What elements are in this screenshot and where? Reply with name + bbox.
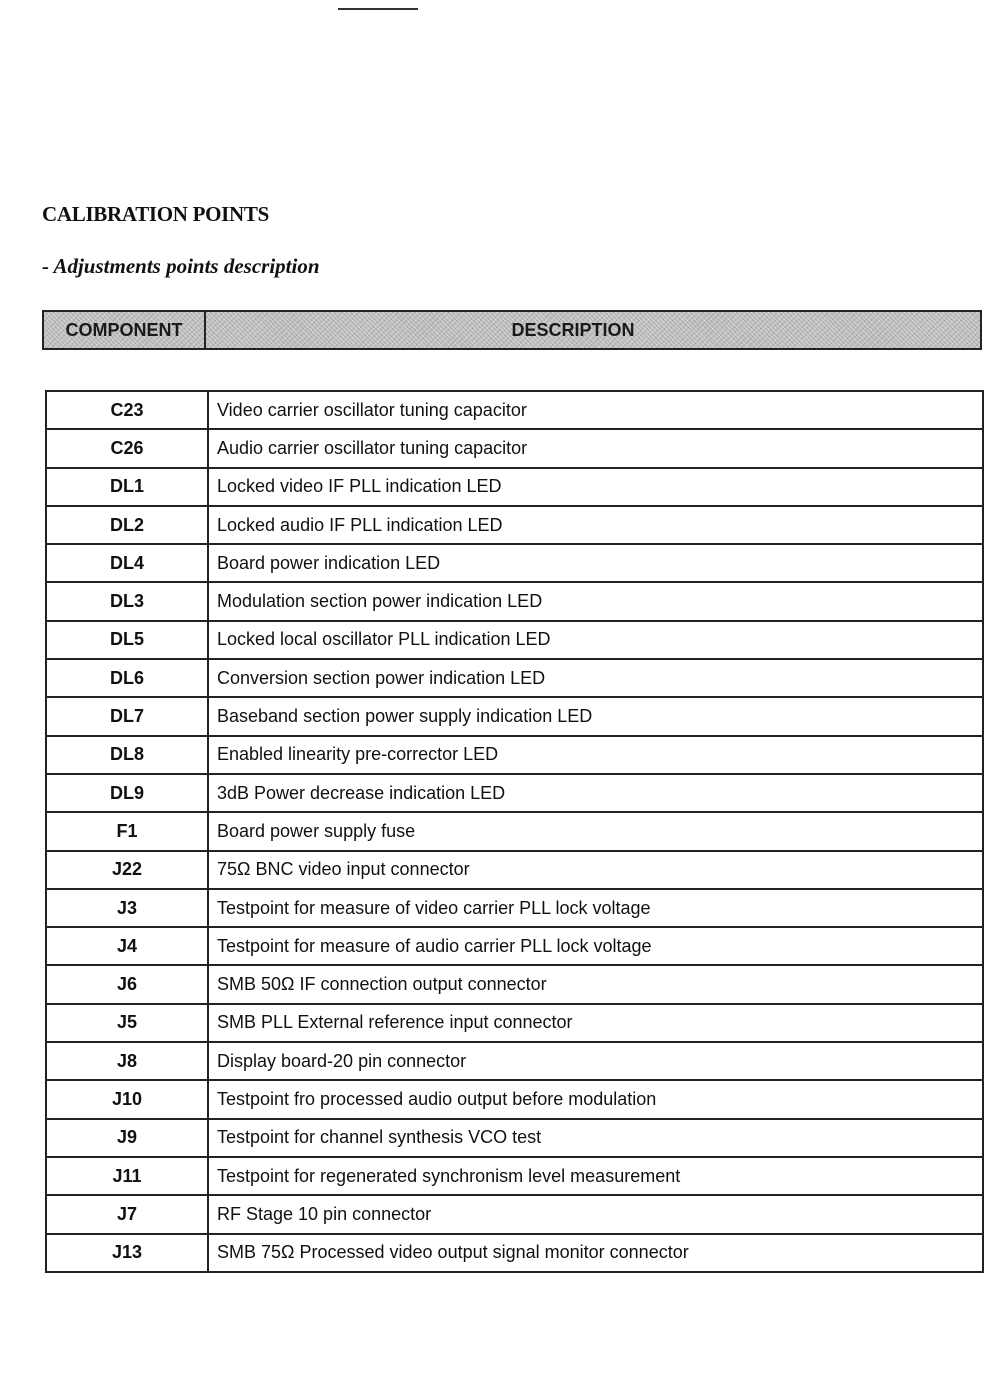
- description-cell: Testpoint fro processed audio output before modulation: [208, 1080, 983, 1118]
- description-cell: Board power indication LED: [208, 544, 983, 582]
- component-cell: J22: [46, 851, 208, 889]
- table-row: [46, 429, 983, 467]
- component-cell: J13: [46, 1234, 208, 1272]
- description-cell: SMB 75Ω Processed video output signal monitor connector: [208, 1234, 983, 1272]
- calibration-table: [45, 390, 984, 1273]
- description-cell: SMB 50Ω IF connection output connector: [208, 965, 983, 1003]
- description-cell: Conversion section power indication LED: [208, 659, 983, 697]
- table-row: [46, 1157, 983, 1195]
- table-row: [46, 1042, 983, 1080]
- description-cell: Display board-20 pin connector: [208, 1042, 983, 1080]
- table-row: [46, 889, 983, 927]
- table-row: [46, 851, 983, 889]
- description-cell: Video carrier oscillator tuning capacitor: [208, 391, 983, 429]
- component-cell: DL7: [46, 697, 208, 735]
- table-row: [46, 544, 983, 582]
- component-cell: J3: [46, 889, 208, 927]
- table-row: [46, 1234, 983, 1272]
- table-row: [46, 1080, 983, 1118]
- table-row: [46, 391, 983, 429]
- top-rule: [338, 8, 418, 10]
- description-cell: Baseband section power supply indication LED: [208, 697, 983, 735]
- description-cell: Board power supply fuse: [208, 812, 983, 850]
- component-cell: DL4: [46, 544, 208, 582]
- description-cell: Locked audio IF PLL indication LED: [208, 506, 983, 544]
- description-cell: RF Stage 10 pin connector: [208, 1195, 983, 1233]
- table-row: [46, 659, 983, 697]
- component-cell: DL9: [46, 774, 208, 812]
- component-cell: DL2: [46, 506, 208, 544]
- component-cell: J8: [46, 1042, 208, 1080]
- description-cell: Testpoint for measure of video carrier PLL lock voltage: [208, 889, 983, 927]
- component-cell: J4: [46, 927, 208, 965]
- component-cell: J9: [46, 1119, 208, 1157]
- table-row: [46, 506, 983, 544]
- description-cell: 3dB Power decrease indication LED: [208, 774, 983, 812]
- table-row: [46, 582, 983, 620]
- table-row: [46, 927, 983, 965]
- description-cell: 75Ω BNC video input connector: [208, 851, 983, 889]
- description-cell: Locked video IF PLL indication LED: [208, 468, 983, 506]
- description-cell: Testpoint for measure of audio carrier PLL lock voltage: [208, 927, 983, 965]
- component-cell: F1: [46, 812, 208, 850]
- table-row: [46, 697, 983, 735]
- table-row: [46, 1004, 983, 1042]
- description-cell: Locked local oscillator PLL indication LED: [208, 621, 983, 659]
- component-cell: C23: [46, 391, 208, 429]
- table-row: [46, 621, 983, 659]
- section-subtitle: - Adjustments points description: [42, 254, 320, 278]
- component-cell: J7: [46, 1195, 208, 1233]
- component-cell: J5: [46, 1004, 208, 1042]
- table-header-bar: [42, 310, 982, 350]
- component-cell: DL1: [46, 468, 208, 506]
- description-cell: Modulation section power indication LED: [208, 582, 983, 620]
- table-row: [46, 1195, 983, 1233]
- table-row: [46, 774, 983, 812]
- table-row: [46, 1119, 983, 1157]
- table-row: [46, 468, 983, 506]
- table-row: [46, 965, 983, 1003]
- component-cell: J6: [46, 965, 208, 1003]
- description-cell: Enabled linearity pre-corrector LED: [208, 736, 983, 774]
- component-cell: DL8: [46, 736, 208, 774]
- table-row: [46, 736, 983, 774]
- header-description: DESCRIPTION: [511, 319, 635, 340]
- component-cell: DL6: [46, 659, 208, 697]
- section-title: CALIBRATION POINTS: [42, 202, 270, 226]
- header-component: COMPONENT: [44, 312, 206, 348]
- component-cell: J11: [46, 1157, 208, 1195]
- description-cell: Testpoint for regenerated synchronism level measurement: [208, 1157, 983, 1195]
- component-cell: DL5: [46, 621, 208, 659]
- description-cell: Audio carrier oscillator tuning capacitor: [208, 429, 983, 467]
- description-cell: Testpoint for channel synthesis VCO test: [208, 1119, 983, 1157]
- component-cell: DL3: [46, 582, 208, 620]
- description-cell: SMB PLL External reference input connector: [208, 1004, 983, 1042]
- component-cell: C26: [46, 429, 208, 467]
- table-row: [46, 812, 983, 850]
- component-cell: J10: [46, 1080, 208, 1118]
